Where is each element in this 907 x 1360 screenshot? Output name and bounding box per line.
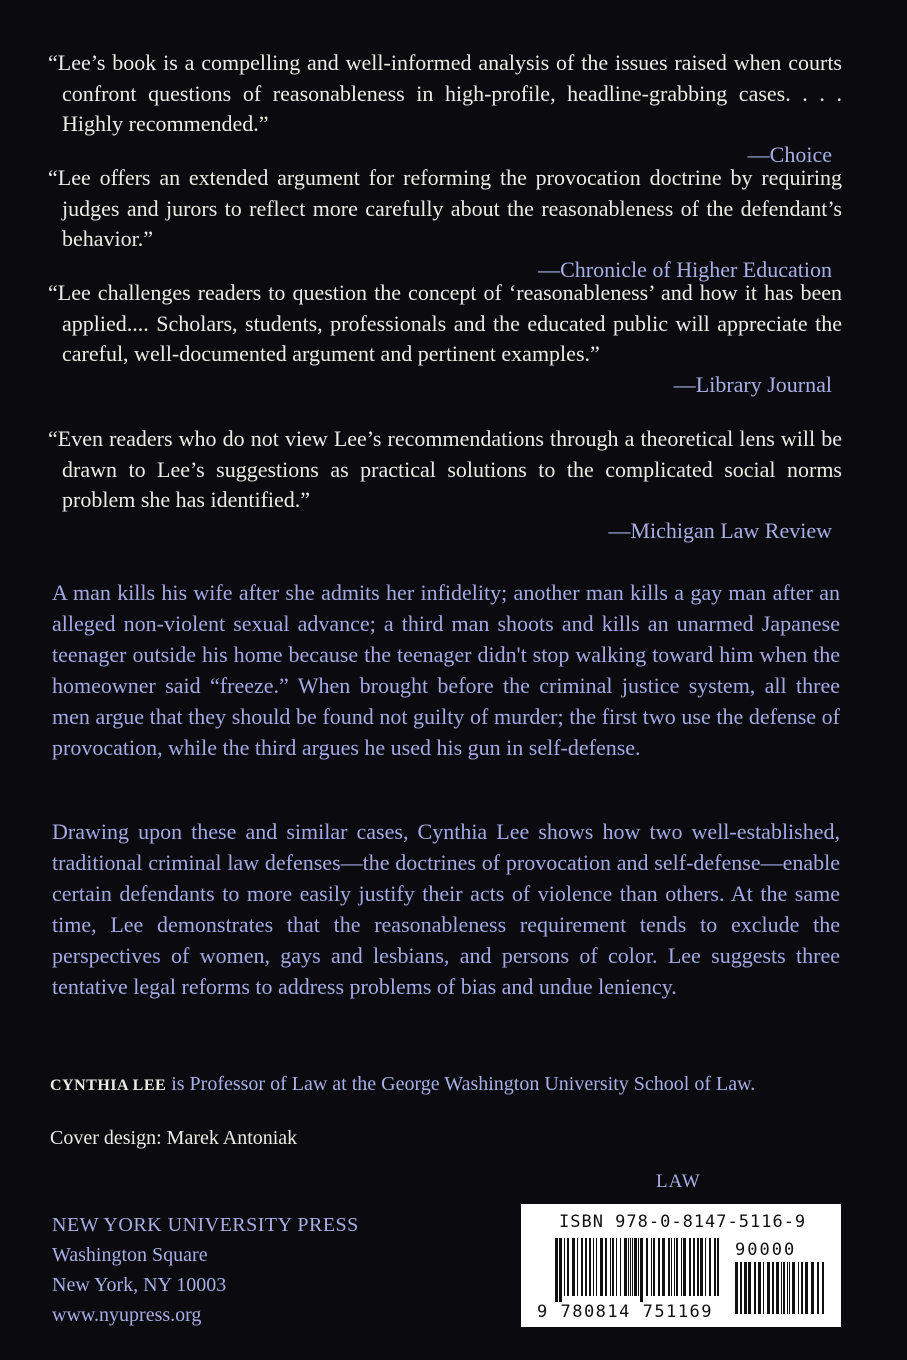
barcode-bar [572,1238,575,1296]
barcode-bar [671,1238,672,1296]
publisher-website: www.nyupress.org [52,1304,202,1326]
barcode-bar [620,1238,621,1296]
ean-digits: 9 780814 751169 [537,1302,714,1322]
barcode-bar [638,1238,639,1296]
review-1 [48,48,842,170]
barcode-bar [605,1238,607,1296]
barcode-bar [787,1262,788,1314]
barcode-bar [624,1238,627,1296]
barcode-bar [616,1238,617,1296]
barcode-bar [748,1262,751,1314]
barcode-bar [600,1238,603,1296]
barcode-bar [781,1262,782,1314]
publisher-name: NEW YORK UNIVERSITY PRESS [52,1214,359,1236]
barcode-bar [585,1238,587,1296]
barcode-bar [612,1238,614,1296]
review-text: “Even readers who do not view Lee’s recommendations through a theoretical lens will be drawn to Lee’s suggestions as practical solutions to the complicated social norms problem she has identified.” [48,426,842,513]
barcode-bar [693,1238,695,1296]
isbn-text: ISBN 978-0-8147-5116-9 [559,1212,807,1232]
barcode-bars-icon [555,1238,725,1304]
blurb-paragraph-2: Drawing upon these and similar cases, Cynthia Lee shows how two well-established, traditional criminal law defenses—the doctrines of provocation and self-defense—enable certain defendants to more easily justify their acts of violence than others. At the same time, Lee demonstrates that the reasonableness requirement tends to exclude the perspectives of women, gays and lesbians, and persons of color. Lee suggests three tentative legal reforms to address problems of bias and undue leniency. [52,819,840,999]
review-source: —Michigan Law Review [608,517,832,543]
barcode-bar [628,1238,629,1296]
barcode-bar [632,1238,633,1296]
barcode-bar [697,1238,699,1296]
barcode-bar [767,1262,770,1314]
barcode-bar [811,1262,814,1314]
barcode-bar [658,1238,660,1296]
barcode-bar [689,1238,691,1296]
barcode-bar [740,1262,742,1314]
barcode [521,1204,841,1327]
barcode-bar [640,1238,643,1302]
barcode-bar [674,1238,675,1296]
review-4 [48,424,842,546]
review-text: “Lee offers an extended argument for reforming the provocation doctrine by requiring judges and jurors to reflect more carefully about the reasonableness of the defendant’s behavior.” [48,165,842,252]
barcode-bar [581,1238,583,1296]
cover-design-credit [50,1127,297,1150]
barcode-bar [564,1238,565,1296]
barcode-bar [705,1238,706,1296]
barcode-bar [589,1238,591,1296]
barcode-bar [783,1262,785,1314]
price-code: 90000 [735,1240,797,1260]
cover-design-label: Cover design: [50,1127,167,1149]
barcode-bar [596,1238,597,1296]
barcode-bar [610,1238,611,1296]
review-source: —Choice [747,141,832,167]
publisher-address-line-2: New York, NY 10003 [52,1274,227,1296]
category-label: LAW [656,1171,701,1192]
review-source: —Chronicle of Higher Education [538,256,832,282]
barcode-bar [754,1262,756,1314]
cover-designer: Marek Antoniak [166,1127,298,1149]
barcode-bar [559,1238,562,1302]
barcode-bar [789,1262,790,1314]
barcode-bar [567,1238,569,1296]
barcode-bar [634,1238,637,1296]
barcode-bar [798,1262,799,1314]
review-text: “Lee challenges readers to question the concept of ‘reasonableness’ and how it has been applied.... Scholars, students, professionals and the educated public will appreciate the careful, well-documented argument and pertinent examples.” [48,280,842,367]
barcode-bar [805,1262,808,1314]
barcode-bar [714,1238,716,1296]
barcode-bar [735,1262,738,1314]
barcode-bar [555,1238,558,1302]
barcode-bar [700,1238,703,1296]
barcode-bar [662,1238,665,1296]
barcode-bar [630,1238,631,1296]
barcode-bar [801,1262,803,1314]
author-bio [50,1073,850,1096]
review-3 [48,278,842,400]
barcode-bar [717,1238,719,1296]
barcode-bar [822,1262,824,1314]
blurb-paragraph-1: A man kills his wife after she admits her infidelity; another man kills a gay man after an alleged non-violent sexual advance; a third man shoots and kills an unarmed Japanese teenager outside his home because the teenager didn't stop walking toward him when the homeowner said “freeze.” When brought before the criminal justice system, all three men argue that they should be found not guilty of murder; the first two use the defense of provocation, while the third argues he used his gun in self-defense. [52,580,840,760]
barcode-bar [681,1238,682,1296]
barcode-bar [792,1262,795,1314]
addon-barcode-bars-icon [735,1262,831,1322]
barcode-bar [577,1238,578,1296]
barcode-bar [651,1238,652,1296]
barcode-bar [668,1238,670,1296]
barcode-bar [646,1238,648,1296]
barcode-bar [817,1262,819,1314]
barcode-bar [709,1238,711,1296]
barcode-bar [758,1262,761,1314]
barcode-bar [744,1262,747,1314]
author-name: CYNTHIA LEE [50,1077,167,1094]
author-description: is Professor of Law at the George Washington University School of Law. [166,1073,756,1095]
review-text: “Lee’s book is a compelling and well-informed analysis of the issues raised when courts confront questions of reasonableness in high-profile, headline-grabbing cases. . . . Highly recommended.” [48,50,842,137]
barcode-bar [772,1262,774,1314]
review-source: —Library Journal [673,371,832,397]
barcode-bar [683,1238,686,1296]
review-2 [48,163,842,285]
publisher-address-line-1: Washington Square [52,1244,208,1266]
barcode-bar [653,1238,655,1296]
barcode-bar [763,1262,764,1314]
publisher-block [52,1210,359,1330]
barcode-bar [776,1262,779,1314]
barcode-bar [676,1238,678,1296]
barcode-bar [593,1238,594,1296]
